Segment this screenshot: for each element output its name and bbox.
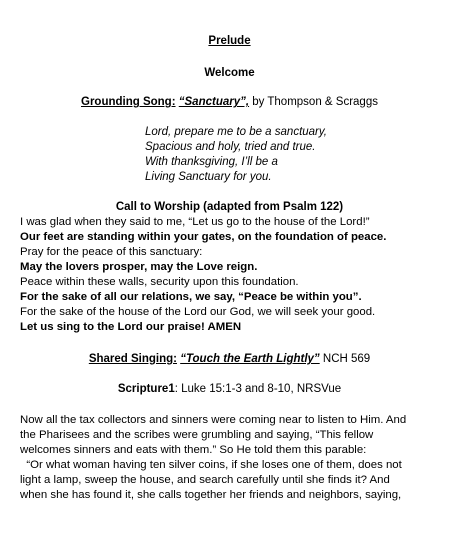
lyric-line: Spacious and holy, tried and true. <box>145 141 316 153</box>
welcome-heading: Welcome <box>204 67 255 79</box>
shared-singing-label: Shared Singing: <box>88 353 177 365</box>
prelude-heading: Prelude <box>208 35 251 47</box>
reading-line: Now all the tax collectors and sinners were coming near to listen to Him. And <box>20 414 407 426</box>
reading-line: “Or what woman having ten silver coins, if she loses one of them, does not <box>20 459 402 471</box>
lyric-line: Living Sanctuary for you. <box>145 171 272 183</box>
scripture-heading <box>0 382 459 396</box>
lyric-line: Lord, prepare me to be a sanctuary, <box>145 126 327 138</box>
shared-singing-title: “Touch the Earth Lightly” <box>180 353 320 365</box>
grounding-song-label: Grounding Song: <box>81 96 176 108</box>
lyric-line: With thanksgiving, I’ll be a <box>145 156 278 168</box>
response-line: For the sake of all our relations, we say, “Peace be within you”. <box>20 291 362 303</box>
grounding-song-title: “Sanctuary”, <box>178 96 250 108</box>
grounding-song-credit: by Thompson & Scraggs <box>249 96 378 108</box>
shared-singing-hymn: NCH 569 <box>319 353 371 365</box>
grounding-song-heading <box>0 95 459 109</box>
reading-line: the Pharisees and the scribes were grumbling and saying, “This fellow <box>20 429 374 441</box>
leader-line: For the sake of the house of the Lord our God, we will seek your good. <box>20 306 376 318</box>
leader-line: Pray for the peace of this sanctuary: <box>20 246 203 258</box>
response-line: Let us sing to the Lord our praise! AMEN <box>20 321 242 333</box>
leader-line: I was glad when they said to me, “Let us go to the house of the Lord!” <box>20 216 370 228</box>
call-to-worship-heading: Call to Worship (adapted from Psalm 122) <box>115 201 344 213</box>
response-line: May the lovers prosper, may the Love reign. <box>20 261 258 273</box>
response-line: Our feet are standing within your gates, on the foundation of peace. <box>20 231 387 243</box>
reading-line: when she has found it, she calls together her friends and neighbors, saying, <box>20 489 402 501</box>
scripture-label: Scripture1 <box>117 383 175 395</box>
reading-line: welcomes sinners and eats with them.” So He told them this parable: <box>20 444 367 456</box>
leader-line: Peace within these walls, security upon this foundation. <box>20 276 299 288</box>
reading-line: light a lamp, sweep the house, and search carefully until she finds it? And <box>20 474 390 486</box>
scripture-reference: : Luke 15:1-3 and 8-10, NRSVue <box>174 383 342 395</box>
shared-singing-heading <box>0 352 459 366</box>
